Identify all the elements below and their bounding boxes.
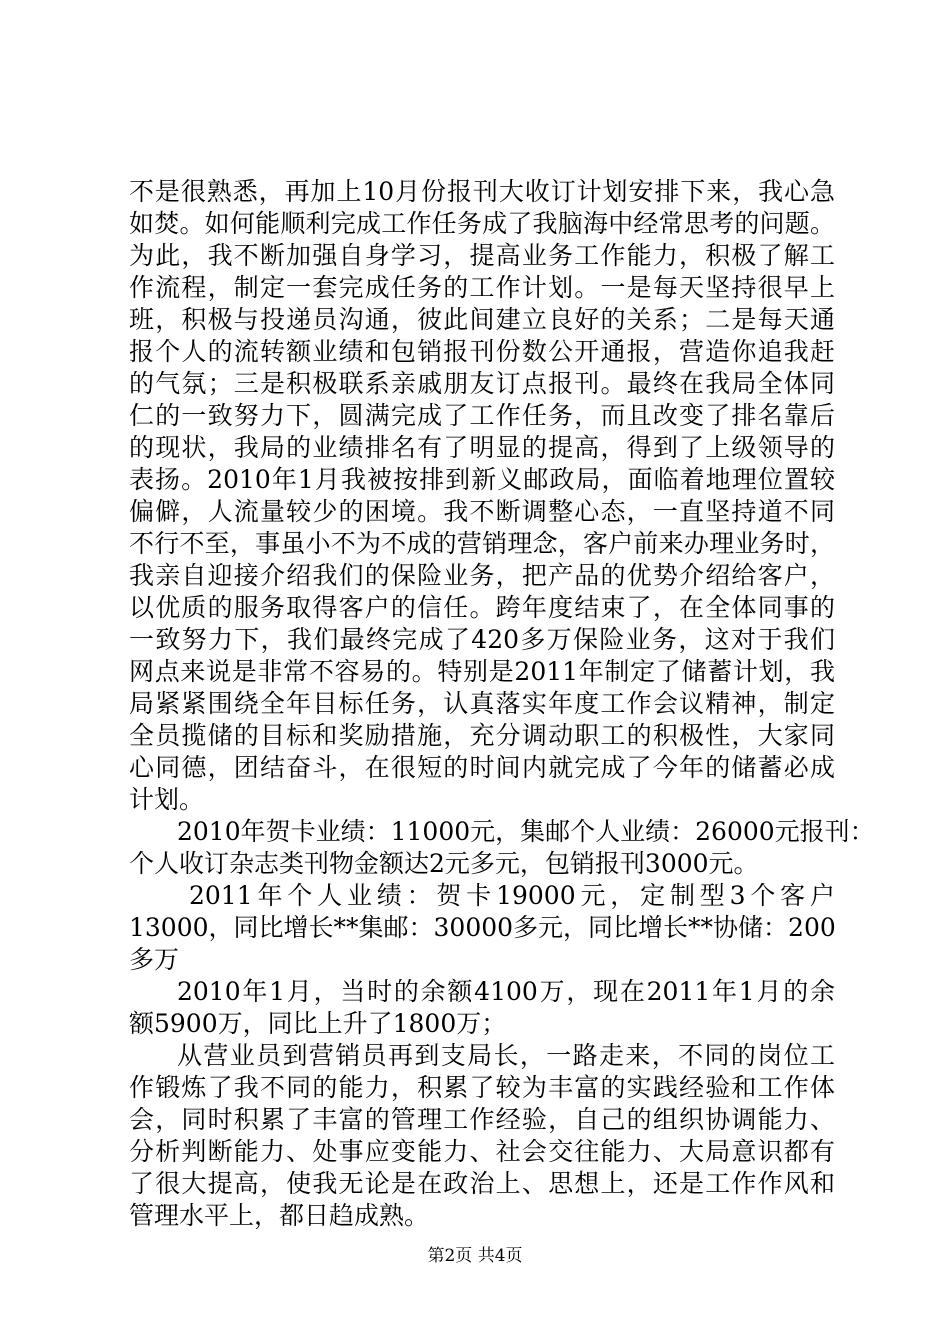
text-line: 从营业员到营销员再到支局长，一路走来，不同的岗位工: [177, 1041, 835, 1070]
text-line: 我亲自迎接介绍我们的保险业务，把产品的优势介绍给客户，: [129, 561, 835, 590]
page-number: 第2页 共4页: [427, 1246, 523, 1266]
text-line: 作流程，制定一套完成任务的工作计划。一是每天坚持很早上: [129, 273, 835, 302]
text-line: 会，同时积累了丰富的管理工作经验，自己的组织协调能力、: [129, 1105, 835, 1134]
text-line: 网点来说是非常不容易的。特别是2011年制定了储蓄计划，我: [129, 657, 835, 686]
text-line: 一致努力下，我们最终完成了420多万保险业务，这对于我们: [129, 625, 835, 654]
text-line: 管理水平上，都日趋成熟。: [129, 1201, 430, 1230]
text-line: 个人收订杂志类刊物金额达2元多元，包销报刊3000元。: [129, 849, 759, 878]
text-line: 局紧紧围绕全年目标任务，认真落实年度工作会议精神，制定: [129, 689, 835, 718]
text-line: 表扬。2010年1月我被按排到新义邮政局，面临着地理位置较: [129, 465, 835, 494]
text-line: 如焚。如何能顺利完成工作任务成了我脑海中经常思考的问题。: [129, 209, 835, 238]
text-line: 全员揽储的目标和奖励措施，充分调动职工的积极性，大家同: [129, 721, 835, 750]
text-line: 仁的一致努力下，圆满完成了工作任务，而且改变了排名靠后: [129, 401, 835, 430]
text-line: 不是很熟悉，再加上10月份报刊大收订计划安排下来，我心急: [129, 177, 835, 206]
text-line: 2010年1月，当时的余额4100万，现在2011年1月的余: [177, 977, 835, 1006]
text-line: 2011年个人业绩：贺卡19000元，定制型3个客户: [189, 881, 835, 910]
text-line: 了很大提高，使我无论是在政治上、思想上，还是工作作风和: [129, 1169, 835, 1198]
text-line: 的气氛；三是积极联系亲戚朋友订点报刊。最终在我局全体同: [129, 369, 835, 398]
text-line: 计划。: [129, 785, 205, 814]
page-footer: [0, 1244, 950, 1268]
text-line: 13000，同比增长**集邮：30000多元，同比增长**协储：200: [129, 913, 836, 942]
text-line: 分析判断能力、处事应变能力、社会交往能力、大局意识都有: [129, 1137, 835, 1166]
text-line: 偏僻，人流量较少的困境。我不断调整心态，一直坚持道不同: [129, 497, 835, 526]
text-line: 作锻炼了我不同的能力，积累了较为丰富的实践经验和工作体: [129, 1073, 835, 1102]
body-text: [129, 176, 875, 1232]
text-line: 不行不至，事虽小不为不成的营销理念，客户前来办理业务时，: [129, 529, 835, 558]
text-line: 报个人的流转额业绩和包销报刊份数公开通报，营造你追我赶: [129, 337, 835, 366]
text-line: 的现状，我局的业绩排名有了明显的提高，得到了上级领导的: [129, 433, 835, 462]
text-line: 额5900万，同比上升了1800万；: [129, 1009, 507, 1038]
text-line: 班，积极与投递员沟通，彼此间建立良好的关系；二是每天通: [129, 305, 835, 334]
text-line: 以优质的服务取得客户的信任。跨年度结束了，在全体同事的: [129, 593, 835, 622]
text-line: 多万: [129, 945, 180, 974]
text-line: 为此，我不断加强自身学习，提高业务工作能力，积极了解工: [129, 241, 835, 270]
text-line: 心同德，团结奋斗，在很短的时间内就完成了今年的储蓄必成: [129, 753, 835, 782]
text-line: 2010年贺卡业绩：11000元，集邮个人业绩：26000元报刊：: [177, 817, 875, 846]
